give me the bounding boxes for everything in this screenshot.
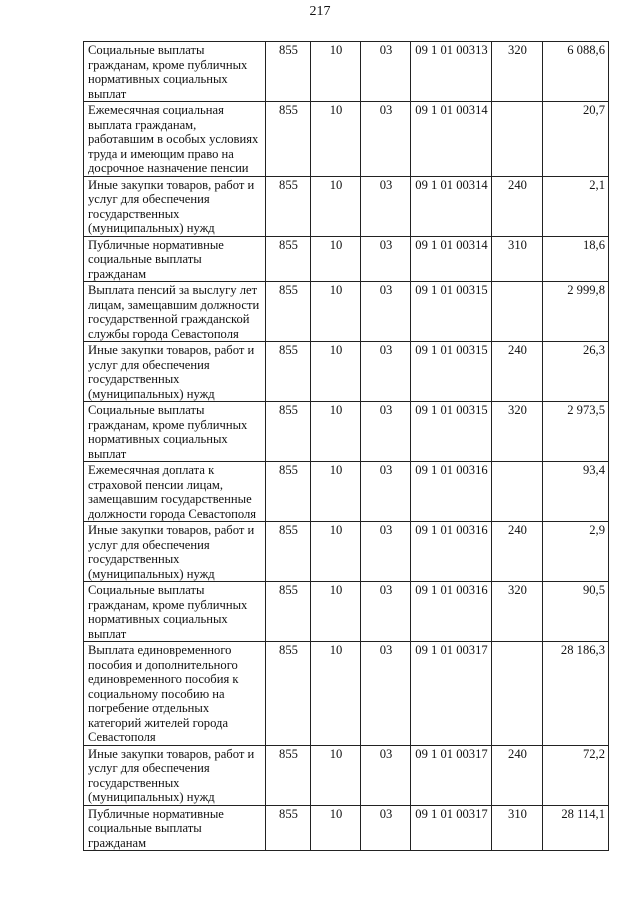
table-row xyxy=(84,522,609,582)
row-ved-cell: 855 xyxy=(266,462,311,522)
row-expense-type-cell: 310 xyxy=(492,236,543,282)
row-subsection-cell: 03 xyxy=(361,176,411,236)
row-section-cell: 10 xyxy=(311,642,361,746)
table-row xyxy=(84,176,609,236)
table-body xyxy=(84,42,609,851)
table-row xyxy=(84,462,609,522)
row-amount-cell: 72,2 xyxy=(543,745,609,805)
row-subsection-cell: 03 xyxy=(361,642,411,746)
row-name-cell: Иные закупки товаров, работ и услуг для обеспечения государственных (муниципальных) нужд xyxy=(84,522,266,582)
table-row xyxy=(84,42,609,102)
row-target-article-cell: 09 1 01 00314 xyxy=(411,102,492,177)
row-expense-type-cell: 240 xyxy=(492,522,543,582)
row-section-cell: 10 xyxy=(311,282,361,342)
row-ved-cell: 855 xyxy=(266,582,311,642)
table-row xyxy=(84,745,609,805)
row-target-article-cell: 09 1 01 00316 xyxy=(411,522,492,582)
row-section-cell: 10 xyxy=(311,582,361,642)
row-name-cell: Выплата пенсий за выслугу лет лицам, замещавшим должности государственной гражданской службы города Севастополя xyxy=(84,282,266,342)
row-amount-cell: 6 088,6 xyxy=(543,42,609,102)
row-amount-cell: 18,6 xyxy=(543,236,609,282)
row-name-cell: Ежемесячная социальная выплата гражданам, работавшим в особых условиях труда и имеющим право на досрочное назначение пенсии xyxy=(84,102,266,177)
row-target-article-cell: 09 1 01 00316 xyxy=(411,462,492,522)
row-expense-type-cell: 320 xyxy=(492,402,543,462)
row-target-article-cell: 09 1 01 00314 xyxy=(411,176,492,236)
row-amount-cell: 20,7 xyxy=(543,102,609,177)
row-expense-type-cell: 240 xyxy=(492,745,543,805)
row-ved-cell: 855 xyxy=(266,805,311,851)
row-name-cell: Социальные выплаты гражданам, кроме публичных нормативных социальных выплат xyxy=(84,402,266,462)
row-ved-cell: 855 xyxy=(266,745,311,805)
table-row xyxy=(84,282,609,342)
row-subsection-cell: 03 xyxy=(361,462,411,522)
row-section-cell: 10 xyxy=(311,462,361,522)
table-row xyxy=(84,402,609,462)
row-ved-cell: 855 xyxy=(266,102,311,177)
row-target-article-cell: 09 1 01 00317 xyxy=(411,642,492,746)
row-name-cell: Социальные выплаты гражданам, кроме публичных нормативных социальных выплат xyxy=(84,582,266,642)
row-name-cell: Публичные нормативные социальные выплаты гражданам xyxy=(84,236,266,282)
row-ved-cell: 855 xyxy=(266,342,311,402)
row-target-article-cell: 09 1 01 00317 xyxy=(411,805,492,851)
row-section-cell: 10 xyxy=(311,176,361,236)
row-target-article-cell: 09 1 01 00313 xyxy=(411,42,492,102)
row-name-cell: Иные закупки товаров, работ и услуг для обеспечения государственных (муниципальных) нужд xyxy=(84,745,266,805)
row-amount-cell: 93,4 xyxy=(543,462,609,522)
row-name-cell: Иные закупки товаров, работ и услуг для обеспечения государственных (муниципальных) нужд xyxy=(84,176,266,236)
row-expense-type-cell: 320 xyxy=(492,582,543,642)
row-expense-type-cell: 310 xyxy=(492,805,543,851)
page-number: 217 xyxy=(309,4,331,19)
row-ved-cell: 855 xyxy=(266,282,311,342)
row-expense-type-cell xyxy=(492,102,543,177)
row-target-article-cell: 09 1 01 00314 xyxy=(411,236,492,282)
row-subsection-cell: 03 xyxy=(361,402,411,462)
row-ved-cell: 855 xyxy=(266,402,311,462)
row-expense-type-cell xyxy=(492,642,543,746)
table-row xyxy=(84,342,609,402)
row-subsection-cell: 03 xyxy=(361,582,411,642)
row-amount-cell: 28 114,1 xyxy=(543,805,609,851)
row-name-cell: Ежемесячная доплата к страховой пенсии лицам, замещавшим государственные должности города Севастополя xyxy=(84,462,266,522)
row-subsection-cell: 03 xyxy=(361,282,411,342)
row-name-cell: Иные закупки товаров, работ и услуг для обеспечения государственных (муниципальных) нужд xyxy=(84,342,266,402)
table-row xyxy=(84,642,609,746)
row-section-cell: 10 xyxy=(311,745,361,805)
row-expense-type-cell: 240 xyxy=(492,176,543,236)
row-section-cell: 10 xyxy=(311,236,361,282)
row-name-cell: Выплата единовременного пособия и дополнительного единовременного пособия к социальному пособию на погребение отдельных категорий жителей города Севастополя xyxy=(84,642,266,746)
row-subsection-cell: 03 xyxy=(361,102,411,177)
row-amount-cell: 28 186,3 xyxy=(543,642,609,746)
row-subsection-cell: 03 xyxy=(361,745,411,805)
table-row xyxy=(84,805,609,851)
row-target-article-cell: 09 1 01 00317 xyxy=(411,745,492,805)
row-name-cell: Социальные выплаты гражданам, кроме публичных нормативных социальных выплат xyxy=(84,42,266,102)
row-ved-cell: 855 xyxy=(266,42,311,102)
row-section-cell: 10 xyxy=(311,522,361,582)
row-amount-cell: 2,9 xyxy=(543,522,609,582)
table-row xyxy=(84,582,609,642)
row-section-cell: 10 xyxy=(311,42,361,102)
row-target-article-cell: 09 1 01 00315 xyxy=(411,282,492,342)
row-ved-cell: 855 xyxy=(266,236,311,282)
row-section-cell: 10 xyxy=(311,805,361,851)
row-expense-type-cell xyxy=(492,462,543,522)
row-target-article-cell: 09 1 01 00315 xyxy=(411,402,492,462)
table-row xyxy=(84,102,609,177)
row-subsection-cell: 03 xyxy=(361,42,411,102)
row-target-article-cell: 09 1 01 00316 xyxy=(411,582,492,642)
row-subsection-cell: 03 xyxy=(361,342,411,402)
row-amount-cell: 90,5 xyxy=(543,582,609,642)
row-ved-cell: 855 xyxy=(266,176,311,236)
row-name-cell: Публичные нормативные социальные выплаты гражданам xyxy=(84,805,266,851)
row-expense-type-cell: 240 xyxy=(492,342,543,402)
row-section-cell: 10 xyxy=(311,342,361,402)
row-section-cell: 10 xyxy=(311,402,361,462)
row-amount-cell: 26,3 xyxy=(543,342,609,402)
row-expense-type-cell xyxy=(492,282,543,342)
row-target-article-cell: 09 1 01 00315 xyxy=(411,342,492,402)
table-row xyxy=(84,236,609,282)
row-expense-type-cell: 320 xyxy=(492,42,543,102)
row-ved-cell: 855 xyxy=(266,522,311,582)
row-subsection-cell: 03 xyxy=(361,236,411,282)
row-amount-cell: 2,1 xyxy=(543,176,609,236)
budget-table xyxy=(83,41,609,851)
row-ved-cell: 855 xyxy=(266,642,311,746)
row-subsection-cell: 03 xyxy=(361,805,411,851)
row-amount-cell: 2 999,8 xyxy=(543,282,609,342)
row-section-cell: 10 xyxy=(311,102,361,177)
row-amount-cell: 2 973,5 xyxy=(543,402,609,462)
row-subsection-cell: 03 xyxy=(361,522,411,582)
